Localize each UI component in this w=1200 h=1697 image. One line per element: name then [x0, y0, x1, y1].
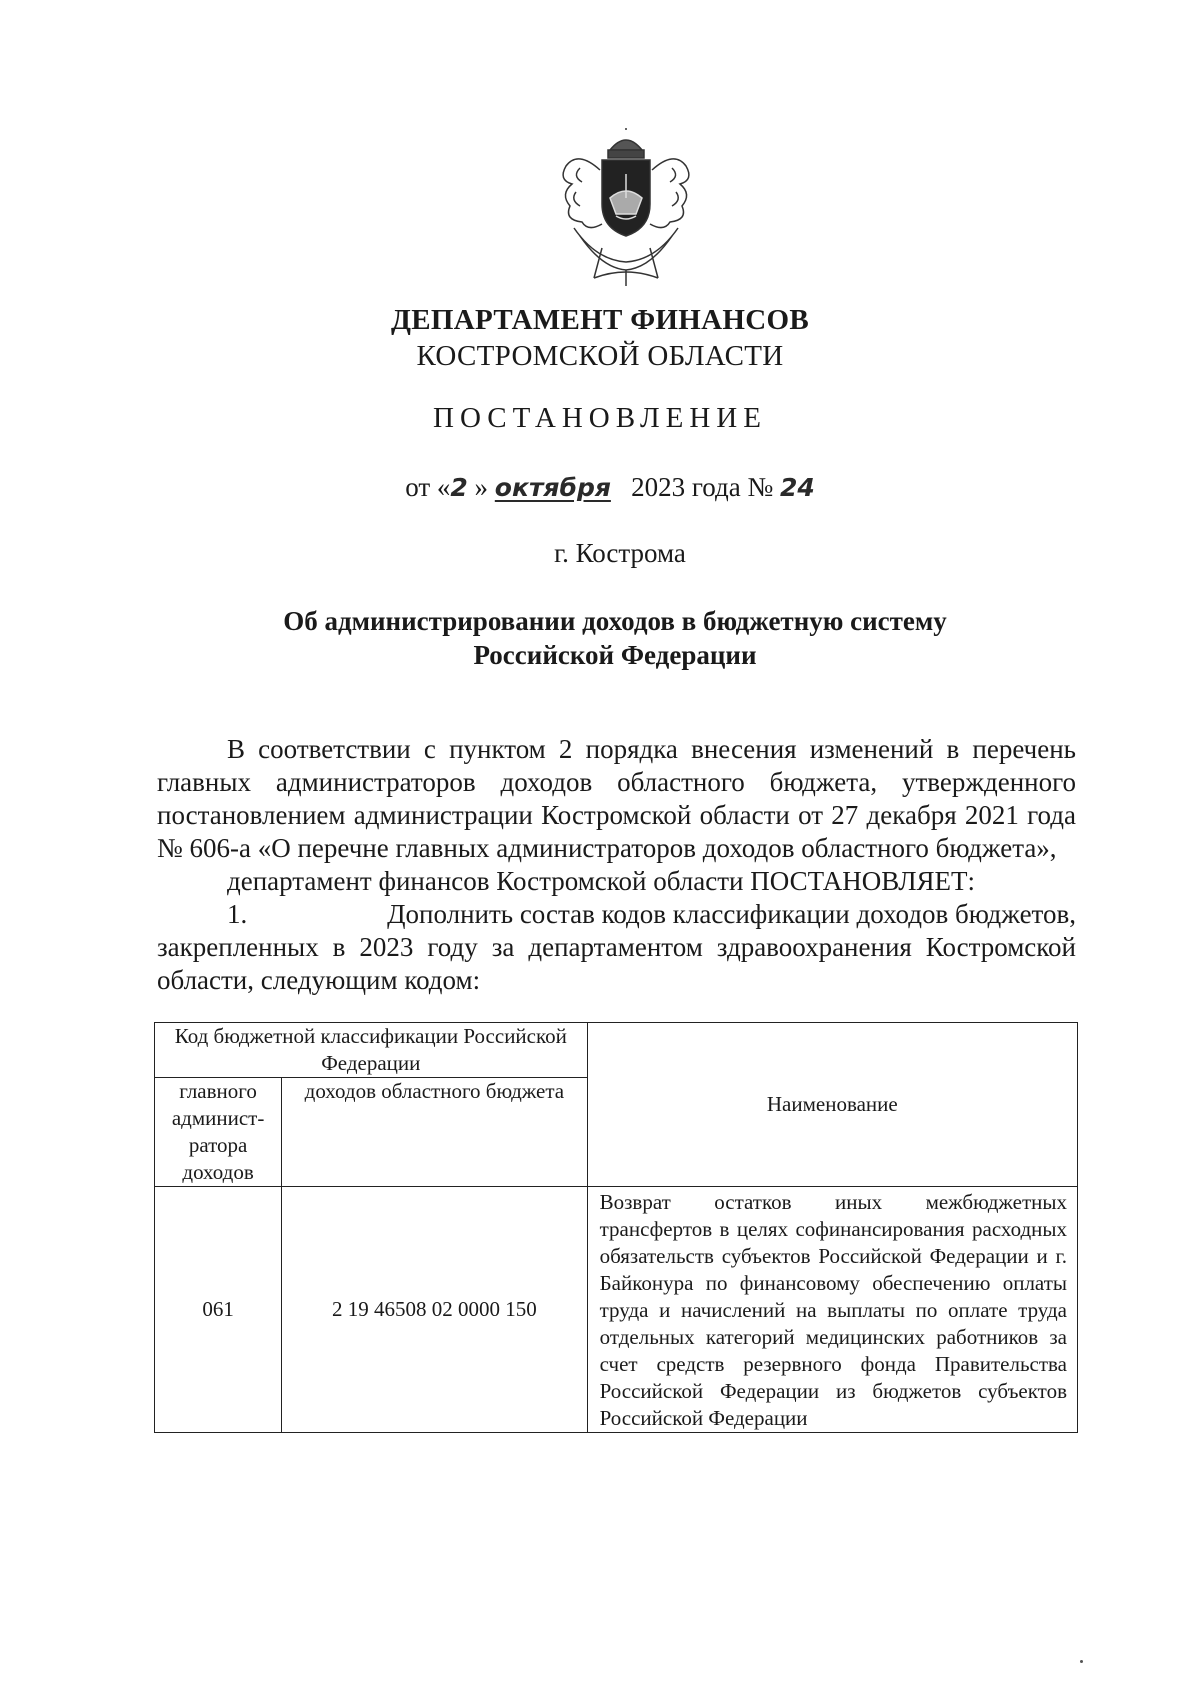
document-number-handwritten: 24	[780, 473, 815, 502]
document-body	[157, 733, 1076, 997]
income-code-cell: 2 19 46508 02 0000 150	[282, 1187, 587, 1433]
date-month-handwritten: октября	[494, 473, 611, 502]
table-header-row	[155, 1023, 1078, 1078]
date-close: »	[467, 472, 495, 502]
classification-codes-table	[154, 1022, 1078, 1433]
resolution-paragraph: департамент финансов Костромской области ПОСТАНОВЛЯЕТ:	[227, 866, 976, 896]
document-subject	[0, 604, 1200, 672]
scan-speck	[1080, 1660, 1083, 1663]
date-year: 2023 года №	[631, 472, 774, 502]
subject-line-2: Российской Федерации	[473, 640, 757, 670]
admin-code-cell: 061	[155, 1187, 282, 1433]
subject-line-1: Об администрировании доходов в бюджетную систему	[283, 606, 947, 636]
coat-of-arms-icon	[536, 128, 716, 288]
income-header-cell: доходов областного бюджета	[282, 1078, 587, 1187]
table-row	[155, 1187, 1078, 1433]
document-date-line	[0, 472, 1200, 503]
item-1-text-start: Дополнить состав кодов классификации доходов бюджетов,	[387, 899, 1076, 929]
income-name-cell: Возврат остатков иных межбюджетных трансфертов в целях софинансирования расходных обязательств субъектов Российской Федерации и г. Байконура по финансовому обеспечению оплаты труда и начислений на выплаты по оплате труда отдельных категорий медицинских работников за счет средств резервного фонда Правительства Российской Федерации из бюджетов субъектов Российской Федерации	[587, 1187, 1077, 1433]
date-prefix: от «	[405, 472, 451, 502]
item-1-first-line	[157, 898, 1076, 931]
department-region: КОСТРОМСКОЙ ОБЛАСТИ	[416, 340, 784, 372]
document-type: ПОСТАНОВЛЕНИЕ	[433, 402, 767, 434]
date-day-handwritten: 2	[450, 473, 468, 502]
item-1-text-rest: закрепленных в 2023 году за департаментом здравоохранения Костромской области, следующим кодом:	[157, 932, 1076, 995]
preamble-paragraph: В соответствии с пунктом 2 порядка внесения изменений в перечень главных администраторов доходов областного бюджета, утвержденного постановлением администрации Костромской области от 27 декабря 2021 года № 606-а «О перечне главных администраторов доходов областного бюджета»,	[157, 734, 1076, 863]
admin-header-cell: главного админист-ратора доходов	[155, 1078, 282, 1187]
name-header-cell: Наименование	[587, 1023, 1077, 1187]
city: г. Кострома	[554, 538, 686, 568]
department-title: ДЕПАРТАМЕНТ ФИНАНСОВ	[391, 304, 809, 336]
item-number: 1.	[227, 899, 248, 929]
group-header-cell: Код бюджетной классификации Российской Федерации	[155, 1023, 588, 1078]
